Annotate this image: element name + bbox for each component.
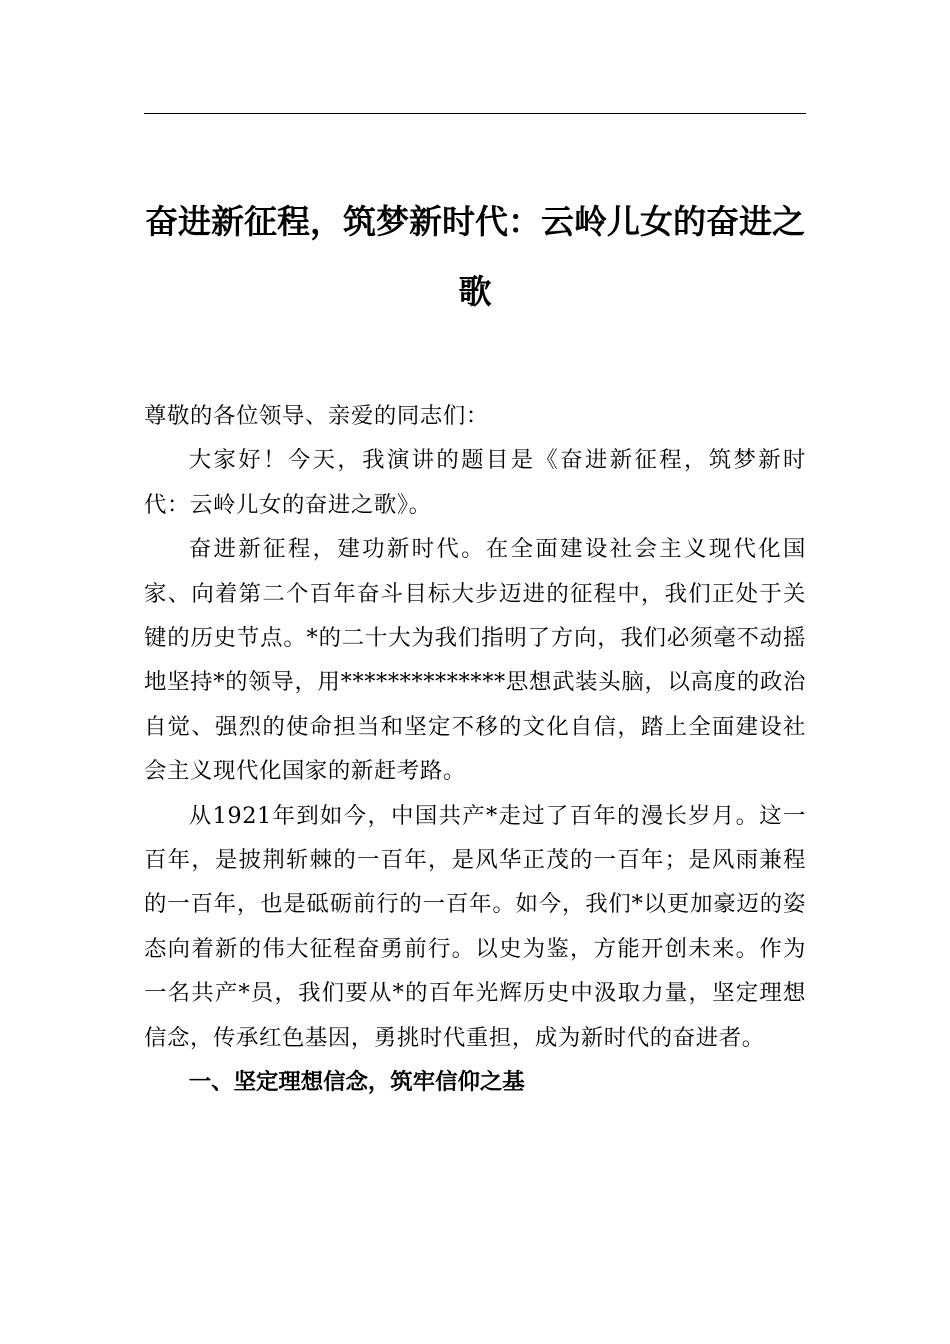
document-title: 奋进新征程，筑梦新时代：云岭儿女的奋进之歌	[145, 202, 805, 311]
paragraph: 大家好！今天，我演讲的题目是《奋进新征程，筑梦新时代：云岭儿女的奋进之歌》。	[144, 447, 806, 518]
header-rule	[144, 113, 806, 114]
salutation: 尊敬的各位领导、亲爱的同志们：	[144, 403, 489, 429]
document-body	[144, 394, 806, 1105]
section-heading: 一、坚定理想信念，筑牢信仰之基	[188, 1069, 525, 1096]
paragraph: 从1921年到如今，中国共产*走过了百年的漫长岁月。这一百年，是披荆斩棘的一百年，是风华正茂的一百年；是风雨兼程的一百年，也是砥砺前行的一百年。如今，我们*以更加豪迈的姿态向着新的伟大征程奋勇前行。以史为鉴，方能开创未来。作为一名共产*员，我们要从*的百年光辉历史中汲取力量，坚定理想信念，传承红色基因，勇挑时代重担，成为新时代的奋进者。	[144, 802, 806, 1051]
paragraph: 奋进新征程，建功新时代。在全面建设社会主义现代化国家、向着第二个百年奋斗目标大步迈进的征程中，我们正处于关键的历史节点。*的二十大为我们指明了方向，我们必须毫不动摇地坚持*的领导，用**************思想武装头脑，以高度的政治自觉、强烈的使命担当和坚定不移的文化自信，踏上全面建设社会主义现代化国家的新赶考路。	[144, 536, 806, 785]
